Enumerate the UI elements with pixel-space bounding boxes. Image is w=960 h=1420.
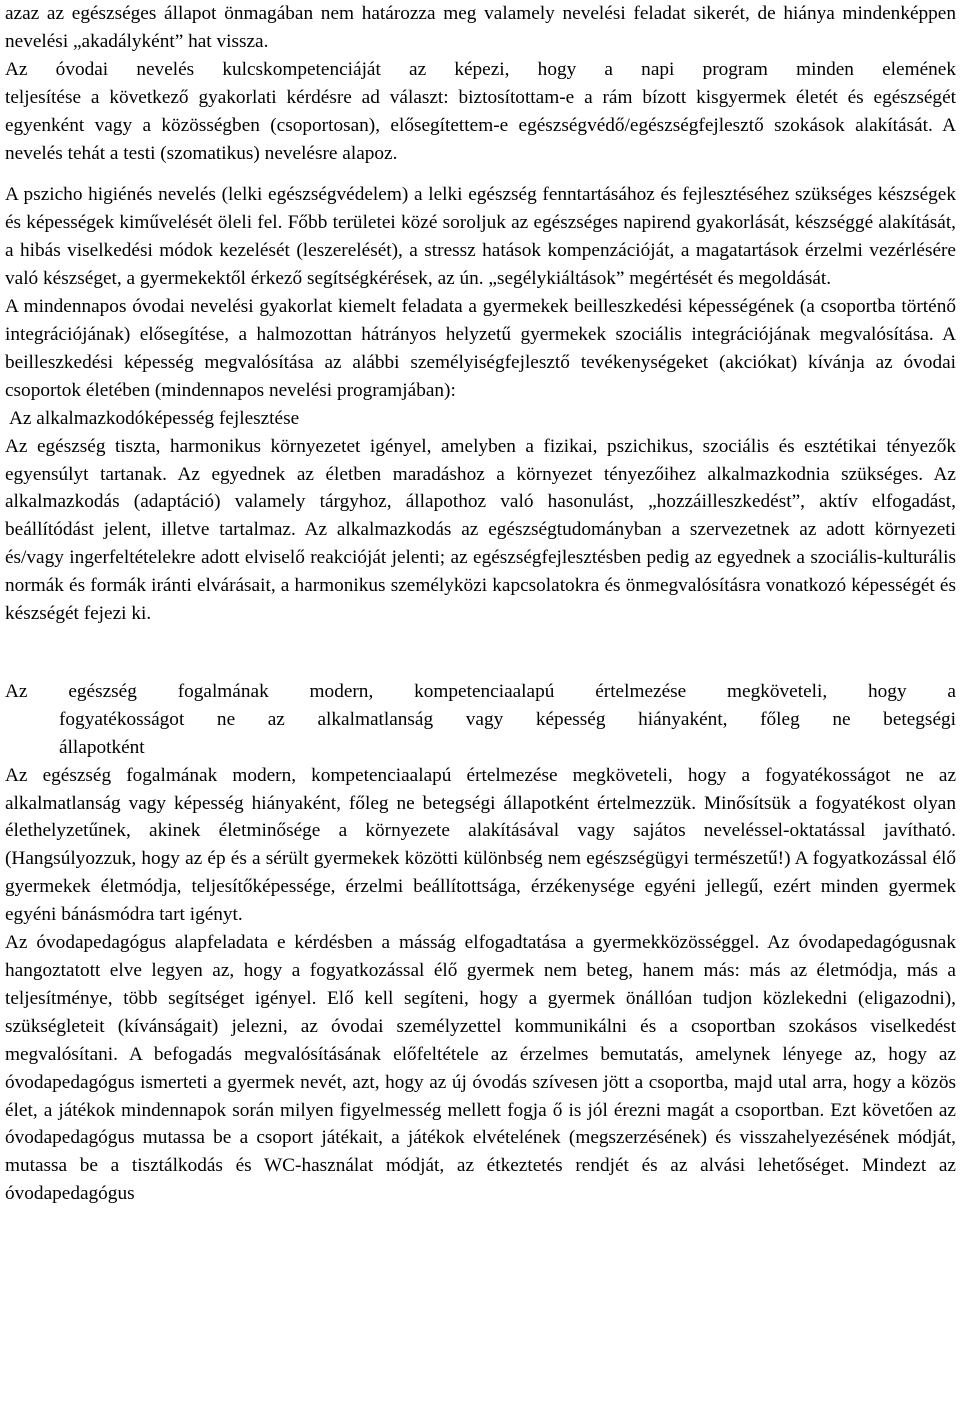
paragraph-daily-practice: A mindennapos óvodai nevelési gyakorlat kiemelt feladata a gyermekek beilleszkedési képességének (a csoportba történő integrációjának) elősegítése, a halmozottan hátrányos helyzetű gyermekek szociális integrációjának megvalósítása. A beilleszkedési képesség megvalósítása az alábbi személyiségfejlesztő tevékenységeket (akciókat) kívánja az óvodai csoportok életében (mindennapos nevelési programjában):: [5, 296, 956, 401]
paragraph-disability-definition: Az egészség fogalmának modern, kompetenciaalapú értelmezése megköveteli, hogy a fogyatékosságot ne az alkalmatlanság vagy képesség hiányaként, főleg ne betegségi állapotként értelmezzük. Minősítsük a fogyatékost olyan élethelyzetűnek, akinek életminősége a környezete alakításával vagy sajátos neveléssel-oktatással javítható. (Hangsúlyozzuk, hogy az ép és a sérült gyermekek közötti különbség nem egészségügyi természetű!) A fogyatkozással élő gyermekek életmódja, teljesítőképessége, érzelmi beállítottsága, érzékenysége egyéni jellegű, ezért minden gyermek egyéni bánásmódra tart igényt.: [5, 764, 956, 926]
paragraph-disability-intro-indent: [5, 706, 956, 762]
paragraph-key-competence-rest: teljesítése a következő gyakorlati kérdésre ad választ: biztosítottam-e a rám bízott kisgyermek életét és egészségét egyenként vagy a közösségben (csoportosan), elősegítettem-e egészségvédő/egészségfejlesztő szokások alakítását. A nevelés tehát a testi (szomatikus) nevelésre alapoz.: [5, 86, 956, 164]
paragraph-spacer: [5, 167, 956, 181]
section-spacer: [5, 628, 956, 678]
paragraph-key-competence-first-line: Az óvodai nevelés kulcskompetenciáját az képezi, hogy a napi program minden elemének: [5, 58, 956, 80]
paragraph-disability-intro-first-line: Az egészség fogalmának modern, kompetenciaalapú értelmezése megköveteli, hogy a: [5, 680, 956, 702]
paragraph-key-competence: [5, 56, 956, 168]
paragraph-health-condition: azaz az egészséges állapot önmagában nem határozza meg valamely nevelési feladat sikerét, de hiánya mindenképpen nevelési „akadályként” hat vissza.: [5, 3, 956, 52]
section-heading-adaptability: Az alkalmazkodóképesség fejlesztése: [9, 407, 300, 429]
paragraph-kindergarten-teacher-task: Az óvodapedagógus alapfeladata e kérdésben a másság elfogadtatása a gyermekközösséggel. Az óvodapedagógusnak hangoztatott elve legyen az, hogy a fogyatkozással élő gyermek nem beteg, hanem más: más az életmódja, más a teljesítménye, több segítséget igényel. Elő kell segíteni, hogy a gyermek önállóan tudjon közlekedni (eligazodni), szükségleteit (kívánságait) jelezni, az óvodai személyzettel kommunikálni és a csoportban szokásos viselkedést megvalósítani. A befogadás megvalósításának előfeltétele az érzelmes bemutatás, amelynek lényege az, hogy az óvodapedagógus ismerteti a gyermek nevét, azt, hogy az új óvodás szívesen jött a csoportba, majd utal arra, hogy a közös élet, a játékok mindennapok során milyen figyelmesség mellett fogja ő is jól érezni magát a csoportban. Ezt követően az óvodapedagógus mutassa be a csoport játékait, a játékok elvételének (megszerzésének) és visszahelyezésének módját, mutassa be a tisztálkodás és WC-használat módját, az étkeztetés rendjét és az alvási lehetőséget. Mindezt az óvodapedagógus: [5, 932, 956, 1205]
paragraph-disability-intro-line3: állapotként: [59, 736, 145, 758]
paragraph-psycho-hygiene: A pszicho higiénés nevelés (lelki egészségvédelem) a lelki egészség fenntartásához és fejlesztéséhez szükséges készségek és képességek kiművelését öleli fel. Főbb területei közé soroljuk az egészséges napirend gyakorlását, készséggé alakítását, a hibás viselkedési módok kezelését (leszerelését), a stressz hatások kompenzációját, a magatartások érzelmi vezérlésére való készséget, a gyermekektől érkező segítségkérések, az ún. „segélykiáltások” megértését és megoldását.: [5, 184, 956, 290]
paragraph-adaptation: Az egészség tiszta, harmonikus környezetet igényel, amelyben a fizikai, pszichikus, szociális és esztétikai tényezők egyensúlyt tartanak. Az egyednek az életben maradáshoz a környezet tényezőihez alkalmazkodnia szükséges. Az alkalmazkodás (adaptáció) valamely tárgyhoz, állapothoz való hasonulást, „hozzáilleszkedést”, aktív elfogadást, beállítódást jelent, illetve tartalmaz. Az alkalmazkodás az egészségtudományban a szervezetnek az adott környezeti és/vagy ingerfeltételekre adott elviselő reakcióját jelenti; az egészségfejlesztésben pedig az egyednek a szociális-kulturális normák és formák iránti elvárásait, a harmonikus személyközi kapcsolatokra és önmegvalósításra vonatkozó képességét és készségét fejezi ki.: [5, 435, 956, 625]
paragraph-disability-intro: [5, 678, 956, 762]
paragraph-disability-intro-line2: fogyatékosságot ne az alkalmatlanság vagy képesség hiányaként, főleg ne betegségi: [59, 708, 956, 730]
